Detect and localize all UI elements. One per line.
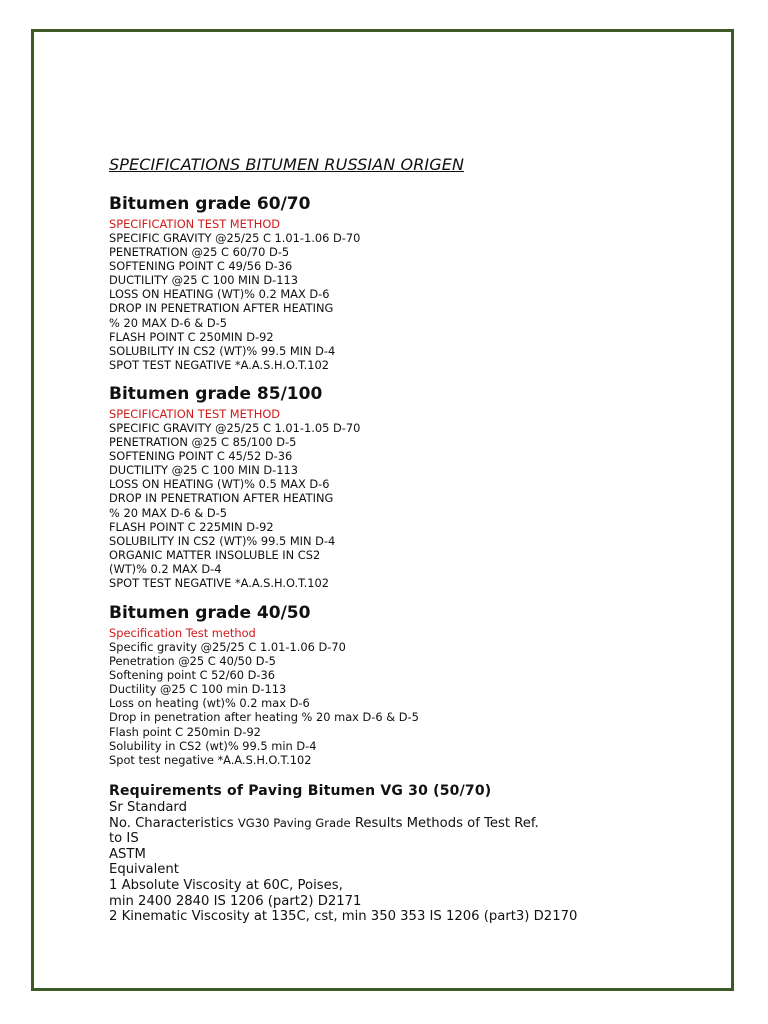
- requirements-line: 2 Kinematic Viscosity at 135C, cst, min 350 353 IS 1206 (part3) D2170: [109, 909, 578, 925]
- spec-list: [109, 231, 709, 372]
- requirements-heading: Requirements of Paving Bitumen VG 30 (50/70): [109, 783, 492, 799]
- grade-heading: Bitumen grade 40/50: [109, 603, 311, 623]
- spec-line: SPOT TEST NEGATIVE *A.A.S.H.O.T.102: [109, 576, 330, 591]
- spec-line: SPECIFIC GRAVITY @25/25 C 1.01-1.05 D-70: [109, 421, 361, 435]
- grade-section-85-100: [109, 383, 709, 590]
- spec-list: [109, 640, 709, 767]
- requirements-line: ASTM: [109, 846, 146, 862]
- grade-section-60-70: [109, 193, 709, 372]
- requirements-text: VG30 Paving Grade: [237, 815, 351, 830]
- spec-line: SPOT TEST NEGATIVE *A.A.S.H.O.T.102: [109, 357, 330, 372]
- spec-header: SPECIFICATION TEST METHOD: [109, 217, 281, 231]
- spec-line: SOLUBILITY IN CS2 (WT)% 99.5 MIN D-4: [109, 533, 336, 548]
- requirements-line: min 2400 2840 IS 1206 (part2) D2171: [109, 893, 362, 909]
- spec-line: % 20 MAX D-6 & D-5: [109, 315, 227, 330]
- spec-line: Penetration @25 C 40/50 D-5: [109, 654, 276, 669]
- spec-line: LOSS ON HEATING (WT)% 0.5 MAX D-6: [109, 477, 330, 492]
- spec-line: Loss on heating (wt)% 0.2 max D-6: [109, 696, 310, 711]
- spec-line: SOFTENING POINT C 49/56 D-36: [109, 259, 293, 274]
- spec-line: (WT)% 0.2 MAX D-4: [109, 561, 222, 576]
- spec-line: SPECIFIC GRAVITY @25/25 C 1.01-1.06 D-70: [109, 231, 361, 245]
- spec-header: SPECIFICATION TEST METHOD: [109, 407, 281, 421]
- grade-heading: Bitumen grade 85/100: [109, 384, 323, 404]
- grade-section-40-50: [109, 602, 709, 767]
- spec-line: Flash point C 250min D-92: [109, 724, 261, 739]
- spec-line: FLASH POINT C 250MIN D-92: [109, 329, 274, 344]
- requirements-line: 1 Absolute Viscosity at 60C, Poises,: [109, 877, 343, 893]
- requirements-line: Equivalent: [109, 862, 179, 878]
- spec-line: SOLUBILITY IN CS2 (WT)% 99.5 MIN D-4: [109, 343, 336, 358]
- requirements-text: No. Characteristics: [109, 815, 238, 831]
- spec-line: DUCTILITY @25 C 100 MIN D-113: [109, 463, 299, 478]
- spec-line: SOFTENING POINT C 45/52 D-36: [109, 449, 293, 464]
- spec-line: Solubility in CS2 (wt)% 99.5 min D-4: [109, 738, 317, 753]
- spec-line: % 20 MAX D-6 & D-5: [109, 505, 227, 520]
- spec-line: Drop in penetration after heating % 20 max D-6 & D-5: [109, 710, 419, 725]
- spec-line: LOSS ON HEATING (WT)% 0.2 MAX D-6: [109, 287, 330, 302]
- spec-line: FLASH POINT C 225MIN D-92: [109, 519, 274, 534]
- requirements-line: to IS: [109, 831, 139, 847]
- requirements-line: Sr Standard: [109, 800, 187, 815]
- spec-line: Ductility @25 C 100 min D-113: [109, 682, 287, 697]
- spec-line: ORGANIC MATTER INSOLUBLE IN CS2: [109, 547, 321, 562]
- spec-line: PENETRATION @25 C 60/70 D-5: [109, 245, 290, 260]
- document-title: SPECIFICATIONS BITUMEN RUSSIAN ORIGEN: [109, 155, 465, 174]
- spec-line: Spot test negative *A.A.S.H.O.T.102: [109, 752, 312, 767]
- spec-list: [109, 421, 709, 590]
- requirements-line: [109, 816, 709, 832]
- requirements-text: Results Methods of Test Ref.: [350, 815, 539, 831]
- spec-line: DUCTILITY @25 C 100 MIN D-113: [109, 273, 299, 288]
- spec-line: DROP IN PENETRATION AFTER HEATING: [109, 301, 334, 316]
- spec-line: DROP IN PENETRATION AFTER HEATING: [109, 491, 334, 506]
- spec-header: Specification Test method: [109, 626, 256, 640]
- spec-line: PENETRATION @25 C 85/100 D-5: [109, 435, 297, 450]
- spec-line: Specific gravity @25/25 C 1.01-1.06 D-70: [109, 640, 346, 654]
- spec-line: Softening point C 52/60 D-36: [109, 668, 276, 683]
- grade-heading: Bitumen grade 60/70: [109, 194, 311, 214]
- requirements-section: [109, 782, 709, 925]
